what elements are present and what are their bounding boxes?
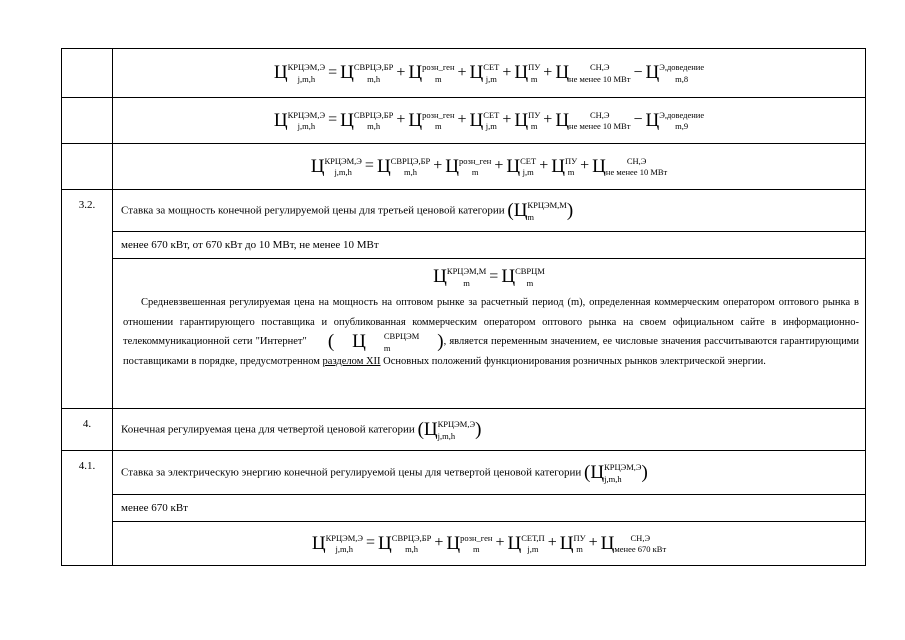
sub: не менее 10 МВт xyxy=(605,167,668,177)
inline-formula: ( Ц КРЦЭМ,М m ) xyxy=(507,199,574,222)
price-symbol: Ц xyxy=(551,155,565,177)
plus-sign: + xyxy=(457,63,467,81)
row-number: 4.1. xyxy=(62,451,113,566)
price-symbol: Ц xyxy=(433,266,447,287)
eq-sign: = xyxy=(364,157,374,174)
price-symbol: Ц xyxy=(645,62,660,83)
section-title-cell xyxy=(113,409,866,451)
formula-capacity xyxy=(113,259,865,287)
section-title-cell xyxy=(113,451,866,495)
sup: КРЦЭМ,Э xyxy=(604,462,642,472)
section-row-3-2 xyxy=(62,190,866,232)
sup: КРЦЭМ,М xyxy=(527,200,567,210)
sup: СВРЦМ xyxy=(515,266,545,276)
range-text: менее 670 кВт xyxy=(121,502,188,514)
sub: m,h xyxy=(367,121,381,131)
formula-2 xyxy=(274,111,704,130)
sup: ПУ xyxy=(564,155,578,166)
section-title: Ставка за электрическую энергию конечной регулируемой цены для четвертой ценовой категории xyxy=(121,466,582,479)
price-symbol: Ц xyxy=(555,62,570,83)
sup: СВРЦЭ,БР xyxy=(353,62,394,72)
sub: m xyxy=(435,121,442,131)
price-symbol: Ц xyxy=(559,532,574,554)
formula-3 xyxy=(311,157,668,176)
sup: КРЦЭМ,Э xyxy=(287,109,326,120)
explanation-paragraph xyxy=(113,287,865,377)
formula-row-4 xyxy=(62,522,866,566)
sup: СВРЦЭМ xyxy=(383,331,420,342)
plus-sign: + xyxy=(502,111,512,128)
plus-sign: + xyxy=(543,63,553,81)
sup: СЕТ xyxy=(520,155,537,166)
sub: j,m,h xyxy=(604,473,622,484)
sup: КРЦЭМ,М xyxy=(446,266,487,276)
sub: m xyxy=(576,544,583,554)
sub: j,m,h xyxy=(334,167,352,177)
sup: СЕТ xyxy=(483,62,500,72)
sup: ПУ xyxy=(528,109,541,120)
price-symbol: Ц xyxy=(590,462,605,483)
sup: КРЦЭМ,Э xyxy=(287,62,326,72)
sub: j,m,h xyxy=(297,121,316,131)
sup: СН,Э xyxy=(630,532,651,543)
sub: j,m xyxy=(485,73,497,84)
row-number-cell xyxy=(62,98,113,144)
plus-sign: + xyxy=(495,534,505,551)
sub: m,h xyxy=(405,544,419,554)
price-symbol: Ц xyxy=(310,155,325,177)
price-symbol: Ц xyxy=(600,532,615,554)
sub: m,9 xyxy=(675,121,689,131)
section-xii-link[interactable]: разделом XII xyxy=(322,355,381,367)
paragraph-text-3: Основных положений функционирования розничных рынков электрической энергии. xyxy=(380,355,766,367)
sub: m xyxy=(530,121,538,131)
sup: СН,Э xyxy=(589,62,610,72)
price-symbol: Ц xyxy=(408,62,423,83)
price-symbol: Ц xyxy=(506,155,521,177)
sub: j,m,h xyxy=(335,544,354,554)
tariff-table xyxy=(61,48,866,566)
price-symbol: Ц xyxy=(273,109,288,131)
sub: m,h xyxy=(367,73,381,84)
formula-row-1 xyxy=(62,49,866,98)
sub: не менее 10 МВт xyxy=(569,73,631,84)
sub: m xyxy=(527,211,535,222)
row-number: 4. xyxy=(62,409,113,451)
price-symbol: Ц xyxy=(340,62,354,83)
formula-paragraph-row xyxy=(62,259,866,409)
plus-sign: + xyxy=(457,111,467,128)
sub: m xyxy=(472,544,480,554)
sub: j,m xyxy=(485,121,497,131)
paragraph-text-2: , является переменным значением, ее числовые значения рассчитываются гарантирующими поставщиками в порядке, предусмотренном xyxy=(123,336,859,367)
price-symbol: Ц xyxy=(423,419,438,440)
sup: СЕТ xyxy=(483,109,500,120)
inline-formula: ( Ц СВРЦЭМ m ) xyxy=(327,331,444,353)
price-symbol: Ц xyxy=(273,62,288,83)
inline-formula: ( Ц КРЦЭМ,Э j,m,h ) xyxy=(584,461,648,484)
sub: m xyxy=(530,73,538,84)
range-text: менее 670 кВт, от 670 кВт до 10 МВт, не менее 10 МВт xyxy=(121,239,379,251)
sub: m xyxy=(383,342,391,353)
formula-1 xyxy=(274,63,704,82)
formula-cell xyxy=(113,144,866,190)
formula-row-2 xyxy=(62,98,866,144)
sup: розн_ген xyxy=(460,532,493,543)
paragraph-text-1: Средневзвешенная регулируемая цена на мощность на оптовом рынке за расчетный период (m), определенная коммерческим оператором оптового рынка в отношении гарантирующего поставщика и опубликованная коммерческим оператором оптового рынка на своем официальном сайте в информационно-телекоммуникационной сети "Интернет" xyxy=(123,297,859,348)
sup: Э,доведение xyxy=(659,109,705,120)
row-number-cell xyxy=(62,144,113,190)
formula-cell xyxy=(113,522,866,566)
plus-sign: + xyxy=(494,157,504,174)
sup: розн_ген xyxy=(422,62,455,72)
range-cell xyxy=(113,232,866,259)
sub: m xyxy=(526,277,534,288)
sub: j,m,h xyxy=(297,73,316,84)
row-number: 3.2. xyxy=(62,190,113,409)
sup: ПУ xyxy=(528,62,541,72)
price-symbol: Ц xyxy=(555,109,570,131)
eq-sign: = xyxy=(328,111,338,128)
sub: m,h xyxy=(403,167,417,177)
range-cell xyxy=(113,495,866,522)
sup: СВРЦЭ,БР xyxy=(391,532,432,543)
eq-sign: = xyxy=(366,534,376,551)
minus-sign: − xyxy=(633,111,643,128)
range-row-4-1 xyxy=(62,495,866,522)
section-title: Конечная регулируемая цена для четвертой ценовой категории xyxy=(121,423,415,436)
sub: m xyxy=(435,73,442,84)
formula-4 xyxy=(312,534,666,553)
sub: m xyxy=(471,167,479,177)
plus-sign: + xyxy=(396,111,406,128)
sup: Э,доведение xyxy=(659,62,705,72)
plus-sign: + xyxy=(502,63,512,81)
price-symbol: Ц xyxy=(340,109,354,131)
price-symbol: Ц xyxy=(311,532,326,554)
sup: КРЦЭМ,Э xyxy=(325,532,364,543)
plus-sign: + xyxy=(588,534,598,551)
row-number-cell xyxy=(62,49,113,98)
formula-paragraph-cell xyxy=(113,259,866,409)
plus-sign: + xyxy=(433,157,443,174)
sub: m,8 xyxy=(675,73,689,84)
sub: j,m xyxy=(527,544,539,554)
sup: КРЦЭМ,Э xyxy=(437,419,476,429)
eq-sign: = xyxy=(328,63,338,81)
price-symbol: Ц xyxy=(469,109,484,131)
sup: СВРЦЭ,БР xyxy=(353,109,394,120)
price-symbol: Ц xyxy=(445,155,459,177)
price-symbol: Ц xyxy=(376,155,391,177)
price-symbol: Ц xyxy=(514,109,529,131)
section-row-4 xyxy=(62,409,866,451)
plus-sign: + xyxy=(434,534,444,551)
formula-row-3 xyxy=(62,144,866,190)
section-row-4-1 xyxy=(62,451,866,495)
sup: розн_ген xyxy=(459,155,492,166)
sup: СВРЦЭ,БР xyxy=(390,155,431,166)
formula-cell xyxy=(113,98,866,144)
formula-cell xyxy=(113,49,866,98)
plus-sign: + xyxy=(547,534,557,551)
price-symbol: Ц xyxy=(513,200,528,221)
plus-sign: + xyxy=(396,63,406,81)
sub: m xyxy=(567,167,575,177)
sub: менее 670 кВт xyxy=(614,544,667,554)
sup: СН,Э xyxy=(589,109,610,120)
sub: не менее 10 МВт xyxy=(569,121,631,131)
sup: ПУ xyxy=(573,532,586,543)
price-symbol: Ц xyxy=(507,532,522,554)
section-title: Ставка за мощность конечной регулируемой цены для третьей ценовой категории xyxy=(121,204,505,217)
eq-sign: = xyxy=(489,267,499,285)
sub: j,m,h xyxy=(437,430,456,441)
price-symbol: Ц xyxy=(592,155,606,177)
price-symbol: Ц xyxy=(408,109,423,131)
plus-sign: + xyxy=(580,157,590,174)
minus-sign: − xyxy=(633,63,643,81)
sub: m xyxy=(463,277,470,288)
price-symbol: Ц xyxy=(514,62,529,83)
sub: j,m xyxy=(522,167,534,177)
sup: СЕТ,П xyxy=(521,532,545,543)
price-symbol: Ц xyxy=(446,532,461,554)
sup: КРЦЭМ,Э xyxy=(324,155,362,166)
sup: розн_ген xyxy=(422,109,455,120)
sup: СН,Э xyxy=(626,155,647,166)
price-symbol: Ц xyxy=(645,109,660,131)
section-title-cell xyxy=(113,190,866,232)
price-symbol: Ц xyxy=(469,62,484,83)
plus-sign: + xyxy=(543,111,553,128)
price-symbol: Ц xyxy=(501,266,516,287)
price-symbol: Ц xyxy=(378,532,392,554)
range-row-3-2 xyxy=(62,232,866,259)
inline-formula: ( Ц КРЦЭМ,Э j,m,h ) xyxy=(417,418,482,441)
price-symbol: Ц xyxy=(352,331,366,353)
plus-sign: + xyxy=(539,157,549,174)
